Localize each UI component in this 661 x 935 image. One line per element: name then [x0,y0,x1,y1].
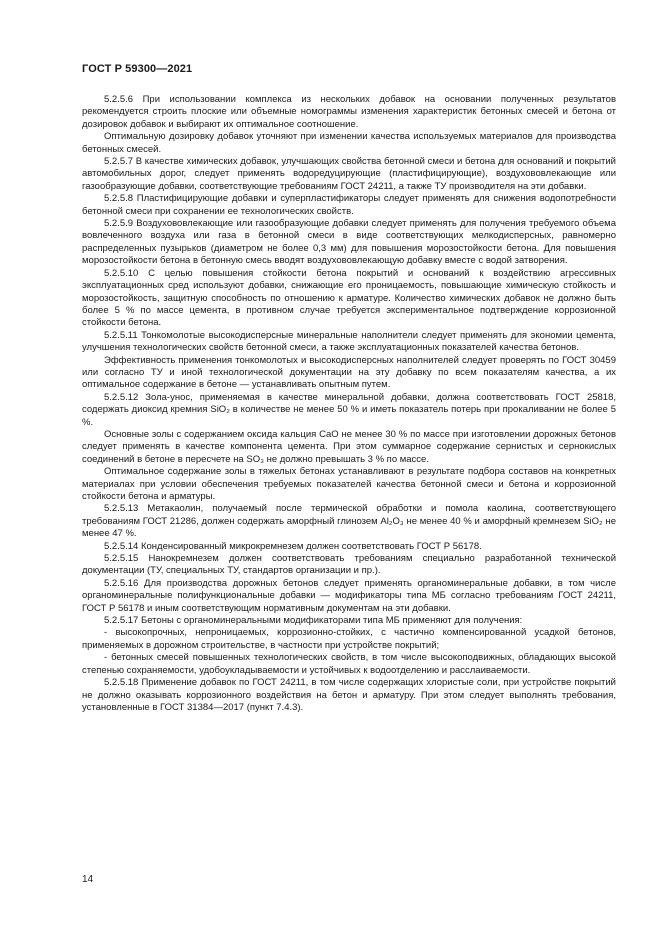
paragraph-5-2-5-17: 5.2.5.17 Бетоны с органоминеральными модификаторами типа МБ применяют для получения: [104,615,523,627]
paragraph-5-2-5-12: 5.2.5.12 Зола-унос, применяемая в качестве минеральной добавки, должна соответствовать ГОСТ 25818, содержать диоксид кремния SiO₂ в количестве не менее 50 % и иметь показатель потерь при прокаливании не более 5 %. [82,391,616,428]
page-number: 14 [82,874,94,885]
paragraph-5-2-5-16: 5.2.5.16 Для производства дорожных бетонов следует применять органоминеральные добавки, в том числе органоминеральные полифункциональные добавки — модификаторы типа МБ согласно требованиям ГОСТ 24211, ГОСТ Р 56178 и иным соответствующим нормативным документам на эти добавки. [82,577,616,614]
paragraph-5-2-5-14: 5.2.5.14 Конденсированный микрокремнезем должен соответствовать ГОСТ Р 56178. [104,540,482,552]
paragraph-basic-ash: Основные золы с содержанием оксида кальция CaO не менее 30 % по массе при изготовлении дорожных бетонов следует применять в качестве компонента цемента. При этом суммарное содержание сернистых и сернокислых соединений в бетоне в пересчете на SO₃ не должно превышать 3 % по массе. [82,428,616,465]
paragraph-5-2-5-13: 5.2.5.13 Метакаолин, получаемый после термической обработки и помола каолина, соответствующего требованиям ГОСТ 21286, должен содержать аморфный глинозем Al₂O₃ не менее 40 % и аморфный кремнезем SiO₂ не менее 47 %. [82,503,616,540]
paragraph-5-2-5-18: 5.2.5.18 Применение добавок по ГОСТ 24211, в том числе содержащих хлористые соли, при устройстве покрытий не должно оказывать коррозионного воздействия на бетон и арматуру. При этом следует выполнять требования, установленные в ГОСТ 31384—2017 (пункт 7.4.3). [82,677,616,713]
paragraph-5-2-5-8: 5.2.5.8 Пластифицирующие добавки и суперпластификаторы следует применять для снижения водопотребности бетонной смеси при сохранении ее технологических свойств. [82,193,616,217]
paragraph-optimal-ash: Оптимальное содержание золы в тяжелых бетонах устанавливают в результате подбора составов на конкретных материалах при условии обеспечения требуемых показателей качества бетонной смеси и бетона и коррозионной стойкости бетона и арматуры. [82,466,616,502]
paragraph-5-2-5-10: 5.2.5.10 С целью повышения стойкости бетона покрытий и оснований к воздействию агрессивных эксплуатационных сред используют добавки, снижающие его проницаемость, повышающие химическую стойкость и морозостойкость, защитную способность по отношению к арматуре. Количество химических добавок не должно быть более 5 % по массе цемента, в противном случае требуется экспериментальное подтверждение коррозионной стойкости бетона. [82,267,616,329]
list-item: - бетонных смесей повышенных технологических свойств, в том числе высокоподвижных, обладающих высокой степенью сохраняемости, удобоукладываемости и устойчивых к водоотделению и расслаиваемости. [82,652,616,676]
paragraph-5-2-5-7: 5.2.5.7 В качестве химических добавок, улучшающих свойства бетонной смеси и бетона для оснований и покрытий автомобильных дорог, следует применять водоредуцирующие (пластифицирующие), воздухововлекающие или газообразующие добавки, соответствующие требованиям ГОСТ 24211, а также ТУ производителя на эти добавки. [82,156,616,192]
list-item: - высокопрочных, непроницаемых, коррозионно-стойких, с частично компенсированной усадкой бетонов, применяемых в дорожном строительстве, в частности при устройстве покрытий; [82,627,616,651]
document-body [82,94,616,714]
paragraph-5-2-5-9: 5.2.5.9 Воздухововлекающие или газообразующие добавки следует применять для получения требуемого объема вовлеченного воздуха или газа в бетонной смеси в виде соответствующих мелкодисперсных, равномерно распределенных пузырьков (диаметром не более 0,3 мм) для повышения морозостойкости бетона. Для повышения морозостойкости бетона в бетонную смесь вводят воздухововлекающую добавку вместе с водой затворения. [82,218,616,267]
document-header-title: ГОСТ Р 59300—2021 [82,63,193,75]
paragraph-5-2-5-6: 5.2.5.6 При использовании комплекса из нескольких добавок на основании полученных результатов рекомендуется строить плоские или объемные номограммы изменения характеристик бетонных смесей и бетона от дозировок добавок и выбирают их оптимальное соотношение. [82,94,616,130]
paragraph-5-2-5-11: 5.2.5.11 Тонкомолотые высокодисперсные минеральные наполнители следует применять для экономии цемента, улучшения технологических свойств бетонной смеси, а также эксплуатационных показателей качества бетонов. [82,329,616,354]
paragraph-filler-efficiency: Эффективность применения тонкомолотых и высокодисперсных наполнителей следует проверять по ГОСТ 30459 или согласно ТУ и иной технологической документации на эту добавку по всем показателям качества, а их оптимальное содержание в бетоне — устанавливать опытным путем. [82,354,616,391]
paragraph-5-2-5-15: 5.2.5.15 Нанокремнезем должен соответствовать требованиям специально разработанной технической документации (ТУ, специальных ТУ, стандартов организации и пр.). [82,553,616,577]
paragraph-optimal-dosage: Оптимальную дозировку добавок уточняют при изменении качества используемых материалов для производства бетонных смесей. [82,131,616,155]
